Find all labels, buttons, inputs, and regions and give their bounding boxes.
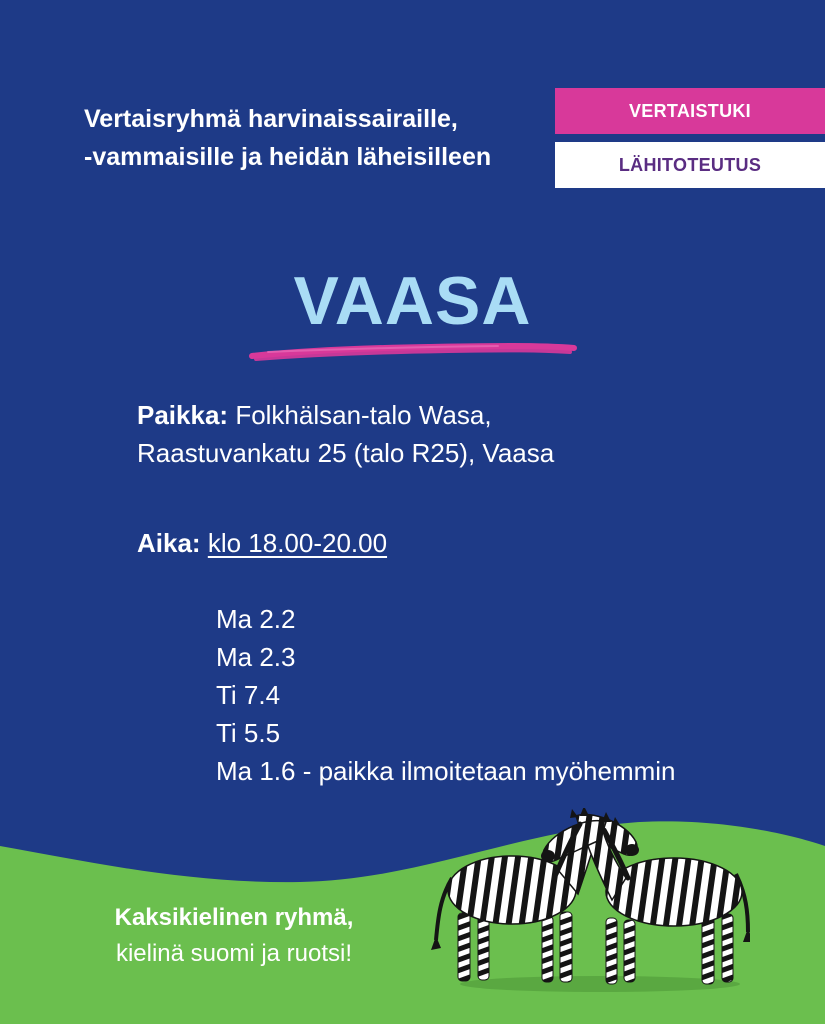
date-item: Ti 5.5 [216, 718, 281, 748]
time-value: klo 18.00-20.00 [207, 528, 388, 558]
bilingual-line-2: kielinä suomi ja ruotsi! [115, 940, 353, 967]
bilingual-line-1: Kaksikielinen ryhmä, [114, 904, 354, 931]
bilingual-note [84, 900, 384, 972]
place-line-2: Raastuvankatu 25 (talo R25), Vaasa [137, 438, 555, 468]
time-label: Aika: [137, 528, 201, 558]
place-label: Paikka: [137, 400, 229, 430]
date-item: Ti 7.4 [216, 680, 281, 710]
city-title: VAASA [293, 263, 532, 339]
date-item: Ma 1.6 - paikka ilmoitetaan myöhemmin [216, 756, 676, 786]
place-line-1: Folkhälsan-talo Wasa, [235, 400, 492, 430]
zebras-illustration [430, 808, 750, 998]
date-list [216, 600, 676, 790]
brush-underline [248, 340, 578, 366]
headline-line-1: Vertaisryhmä harvinaissairaille, [84, 105, 458, 133]
headline-line-2: -vammaisille ja heidän läheisilleen [84, 143, 492, 171]
date-item: Ma 2.2 [216, 604, 296, 634]
headline [84, 100, 554, 176]
tag-in-person: LÄHITOTEUTUS [555, 142, 825, 188]
date-item: Ma 2.3 [216, 642, 296, 672]
place-info [137, 396, 554, 472]
time-info [137, 524, 387, 562]
tag-peer-support: VERTAISTUKI [555, 88, 825, 134]
